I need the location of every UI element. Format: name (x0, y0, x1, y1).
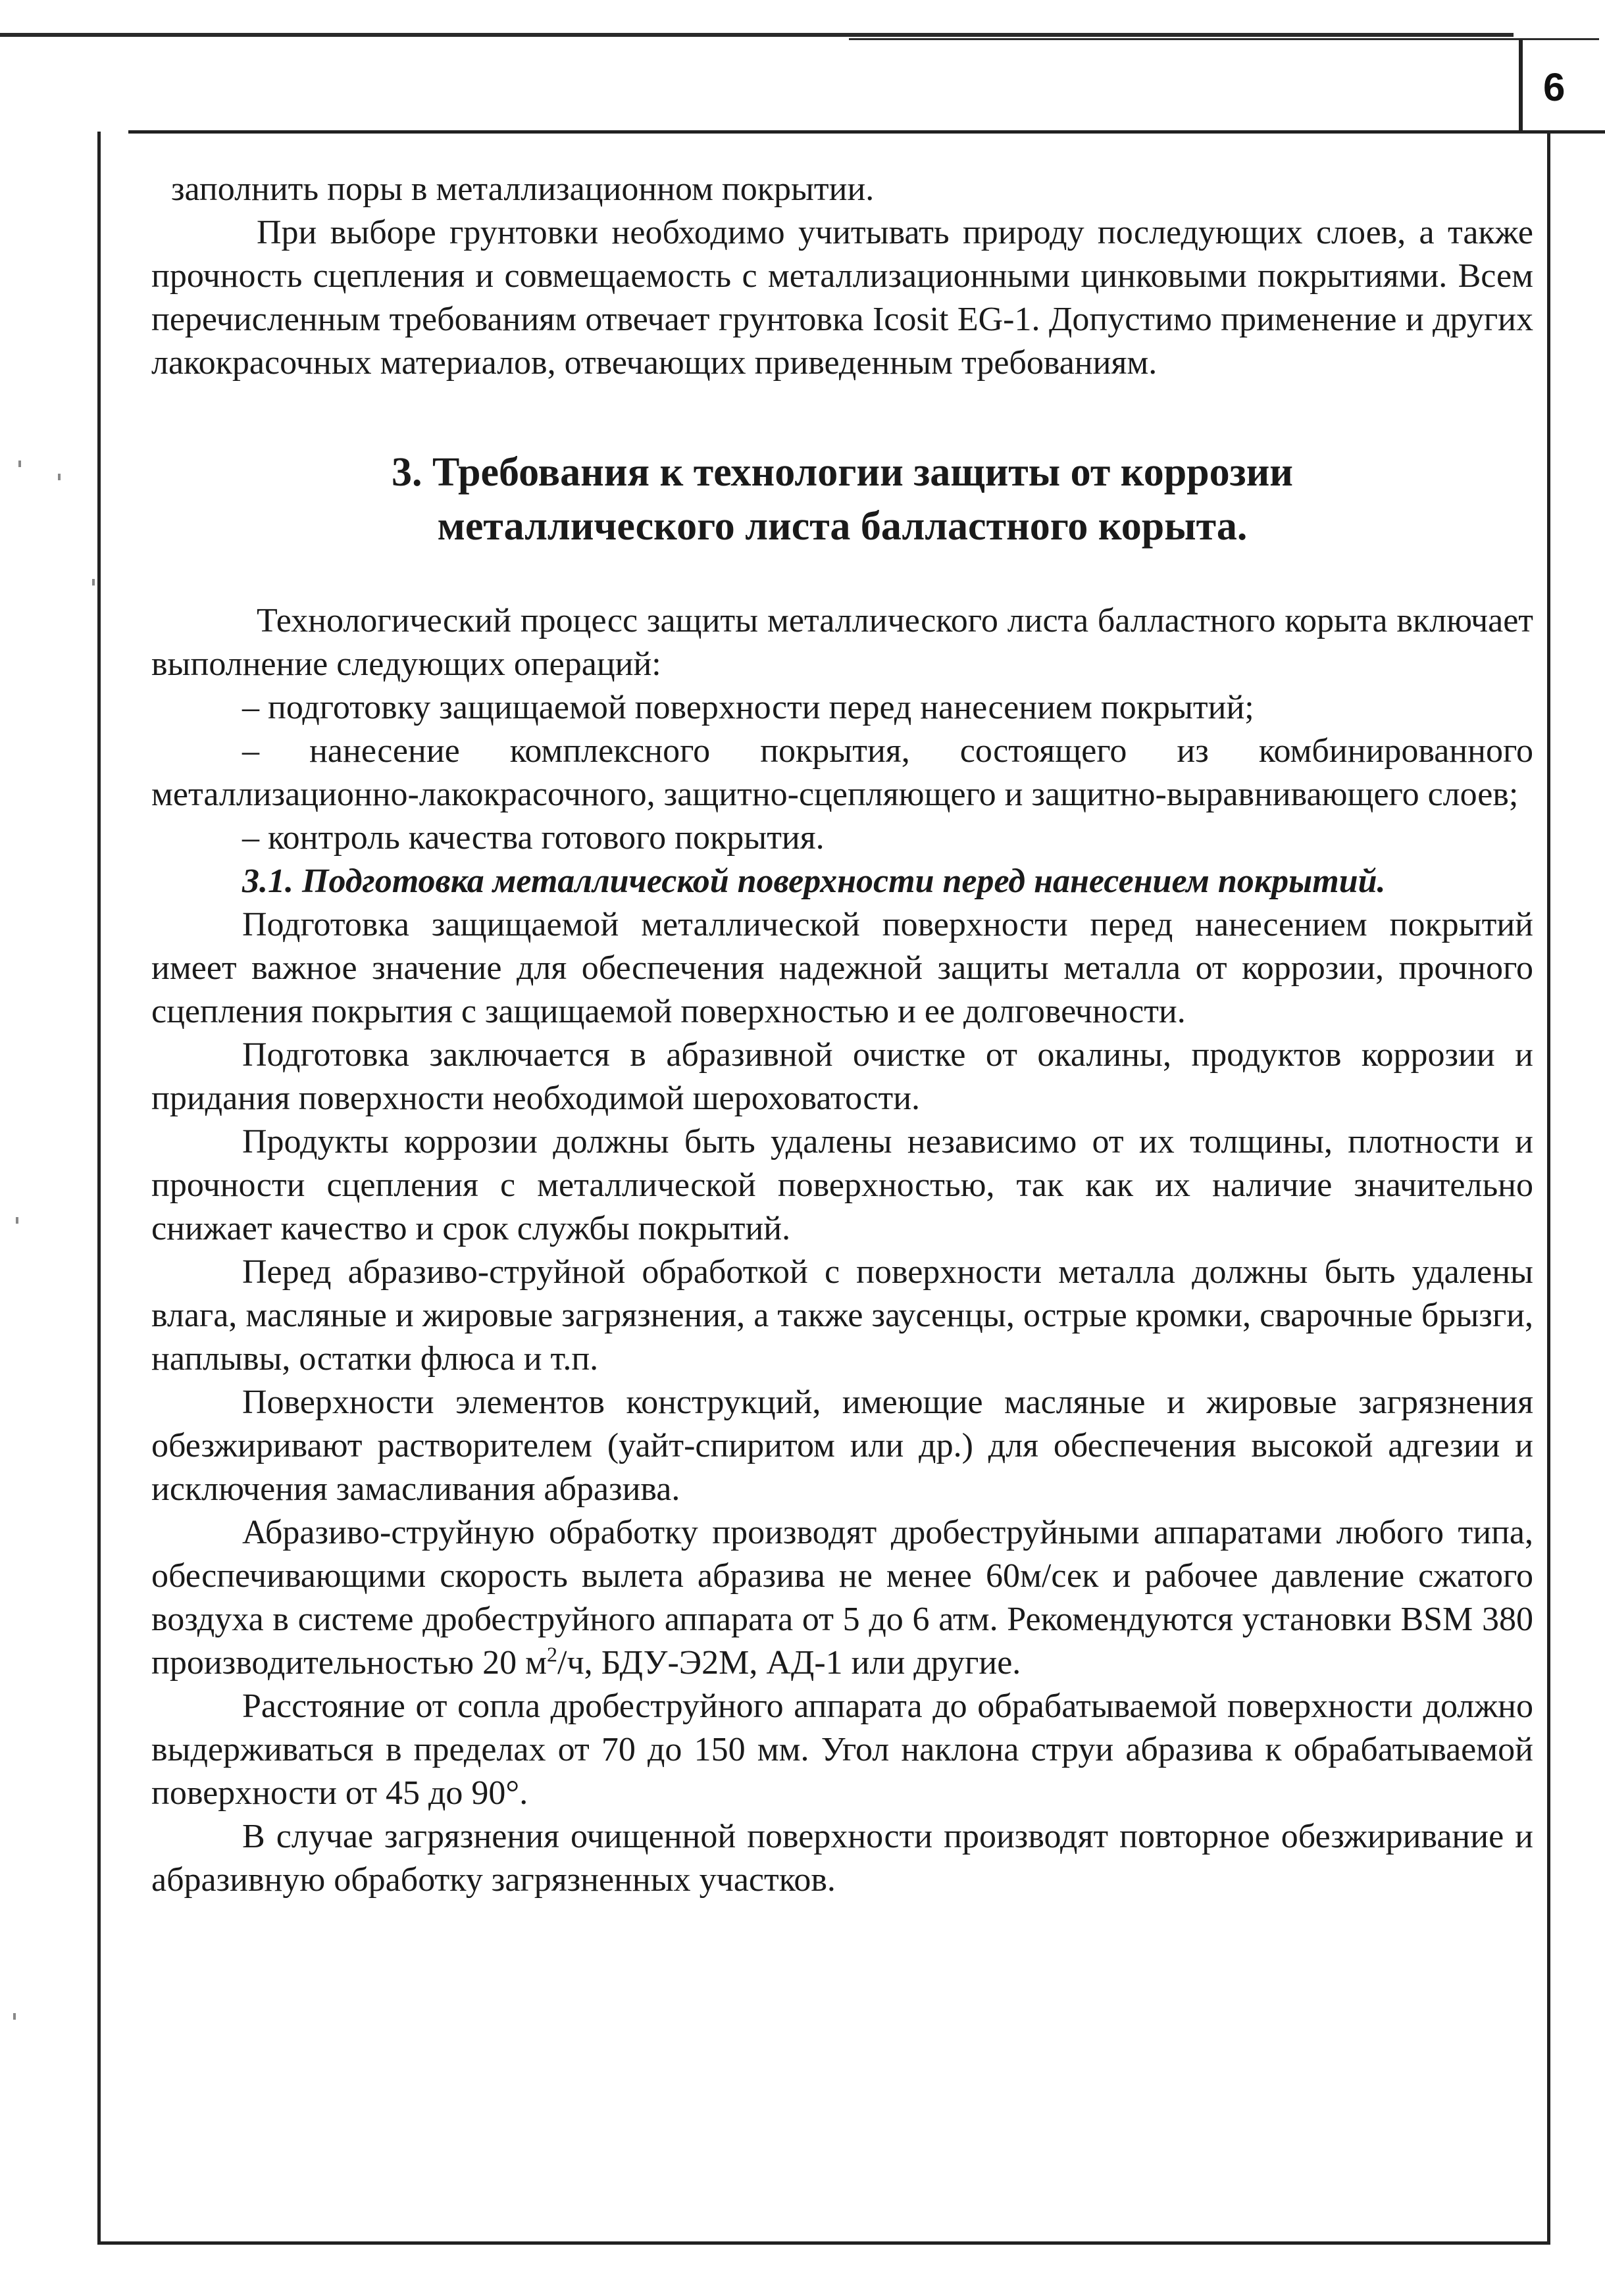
section-3-heading (151, 445, 1533, 553)
scan-speck (18, 461, 21, 467)
operation-item-3: – контроль качества готового покрытия. (242, 819, 825, 857)
scan-speck (16, 1217, 18, 1224)
operation-item-1: – подготовку защищаемой поверхности перед нанесением покрытий; (242, 689, 1254, 726)
scan-speck (13, 2013, 16, 2020)
scan-speck (92, 579, 95, 586)
scan-speck (58, 474, 61, 480)
intro-paragraph-1: заполнить поры в металлизационном покрытии. (171, 170, 875, 208)
section-3-heading-line-2: металлического листа балластного корыта. (437, 504, 1248, 549)
section-3-1-paragraph-6 (151, 1511, 1533, 1685)
paragraph-6-text-b: /ч, БДУ-Э2М, АД-1 или другие. (557, 1644, 1021, 1682)
section-3-1-paragraph-2: Подготовка заключается в абразивной очистке от окалины, продуктов коррозии и придания поверхности необходимой шероховатости. (151, 1036, 1533, 1117)
section-3-1-paragraph-1: Подготовка защищаемой металлической поверхности перед нанесением покрытий имеет важное значение для обеспечения надежной защиты металла от коррозии, прочного сцепления покрытия с защищаемой поверхностью и ее долговечности. (151, 906, 1533, 1030)
top-rule-thin (849, 38, 1599, 40)
section-3-1-paragraph-3: Продукты коррозии должны быть удалены независимо от их толщины, плотности и прочности сцепления с металлической поверхностью, так как их наличие значительно снижает качество и срок службы покрытий. (151, 1123, 1533, 1247)
section-3-1-heading: 3.1. Подготовка металлической поверхности перед нанесением покрытий. (242, 862, 1386, 900)
section-3-1-paragraph-4: Перед абразиво-струйной обработкой с поверхности металла должны быть удалены влага, масляные и жировые загрязнения, а также заусенцы, острые кромки, сварочные брызги, наплывы, остатки флюса и т.п. (151, 1253, 1533, 1378)
section-3-1-paragraph-8: В случае загрязнения очищенной поверхности производят повторное обезжиривание и абразивную обработку загрязненных участков. (151, 1818, 1533, 1899)
section-3-heading-line-1: 3. Требования к технологии защиты от коррозии (391, 450, 1294, 495)
page-number: 6 (1543, 65, 1566, 109)
section-3-1-paragraph-5: Поверхности элементов конструкций, имеющие масляные и жировые загрязнения обезжиривают растворителем (уайт-спиритом или др.) для обеспечения высокой адгезии и исключения замасливания абразива. (151, 1384, 1533, 1508)
superscript-2: 2 (547, 1642, 558, 1666)
section-3-intro: Технологический процесс защиты металлического листа балластного корыта включает выполнение следующих операций: (151, 602, 1533, 683)
top-rule (0, 33, 1514, 37)
section-3-1-paragraph-7: Расстояние от сопла дробеструйного аппарата до обрабатываемой поверхности должно выдерживаться в пределах от 70 до 150 мм. Угол наклона струи абразива к обрабатываемой поверхности от 45 до 90°. (151, 1687, 1533, 1812)
paragraph-6-text-a: Абразиво-струйную обработку производят дробеструйными аппаратами любого типа, обеспечивающими скорость вылета абразива не менее 60м/сек и рабочее давление сжатого воздуха в системе дробеструйного аппарата от 5 до 6 атм. Рекомендуются установки BSM 380 производительностью 20 м (151, 1514, 1533, 1682)
document-body (151, 168, 1533, 1902)
intro-paragraph-2: При выборе грунтовки необходимо учитывать природу последующих слоев, а также прочность сцепления и совмещаемость с металлизационными цинковыми покрытиями. Всем перечисленным требованиям отвечает грунтовка Icosit EG-1. Допустимо применение и других лакокрасочных материалов, отвечающих приведенным требованиям. (151, 214, 1533, 382)
operation-item-2: – нанесение комплексного покрытия, состоящего из комбинированного металлизационно-лакокрасочного, защитно-сцепляющего и защитно-выравнивающего слоев; (151, 732, 1533, 813)
